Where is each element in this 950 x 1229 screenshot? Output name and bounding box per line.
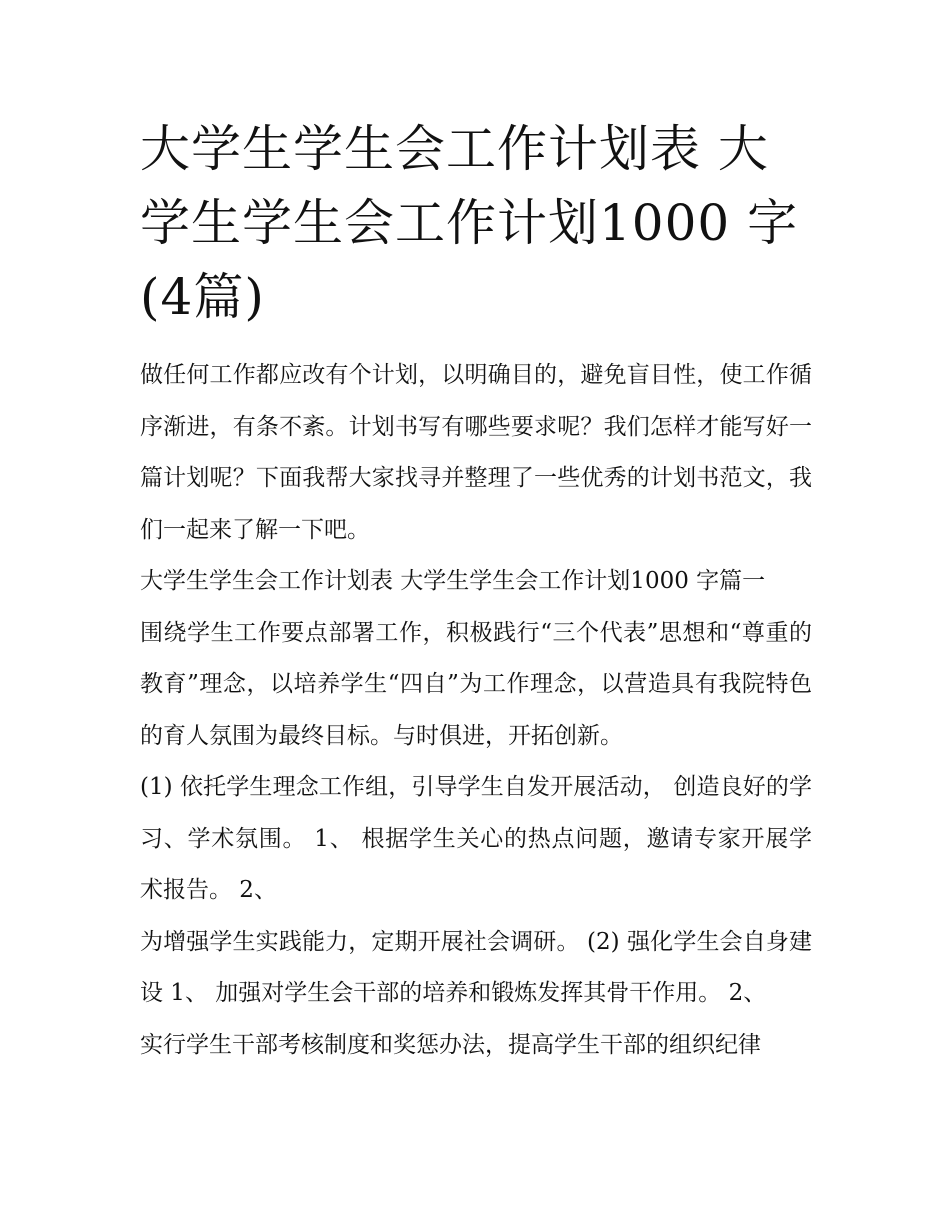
paragraph-intro: 做任何工作都应改有个计划，以明确目的，避免盲目性，使工作循序渐进，有条不紊。计划书写有哪些要求呢？我们怎样才能写好一篇计划呢？下面我帮大家找寻并整理了一些优秀的计划书范文，我们一起来了解一下吧。 (140, 362, 812, 543)
document-body (140, 112, 812, 1071)
document-title: 大学生学生会工作计划表 大学生学生会工作计划1000 字(4篇) (140, 120, 799, 326)
paragraph-item-3: 实行学生干部考核制度和奖惩办法，提高学生干部的组织纪律 (140, 1031, 761, 1058)
paragraph-section-heading: 大学生学生会工作计划表 大学生学生会工作计划1000 字篇一 (140, 568, 766, 594)
paragraph-item-2: 为增强学生实践能力，定期开展社会调研。 (2) 强化学生会自身建设 1、 加强对学生会干部的培养和锻炼发挥其骨干作用。 2、 (140, 928, 812, 1006)
paragraph-principle: 围绕学生工作要点部署工作，积极践行“三个代表”思想和“尊重的教育”理念，以培养学生“四自”为工作理念，以营造具有我院特色的育人氛围为最终目标。与时俱进，开拓创新。 (140, 619, 812, 749)
paragraph-item-1: (1) 依托学生理念工作组，引导学生自发开展活动， 创造良好的学习、学术氛围。 1、 根据学生关心的热点问题，邀请专家开展学术报告。 2、 (140, 774, 812, 903)
